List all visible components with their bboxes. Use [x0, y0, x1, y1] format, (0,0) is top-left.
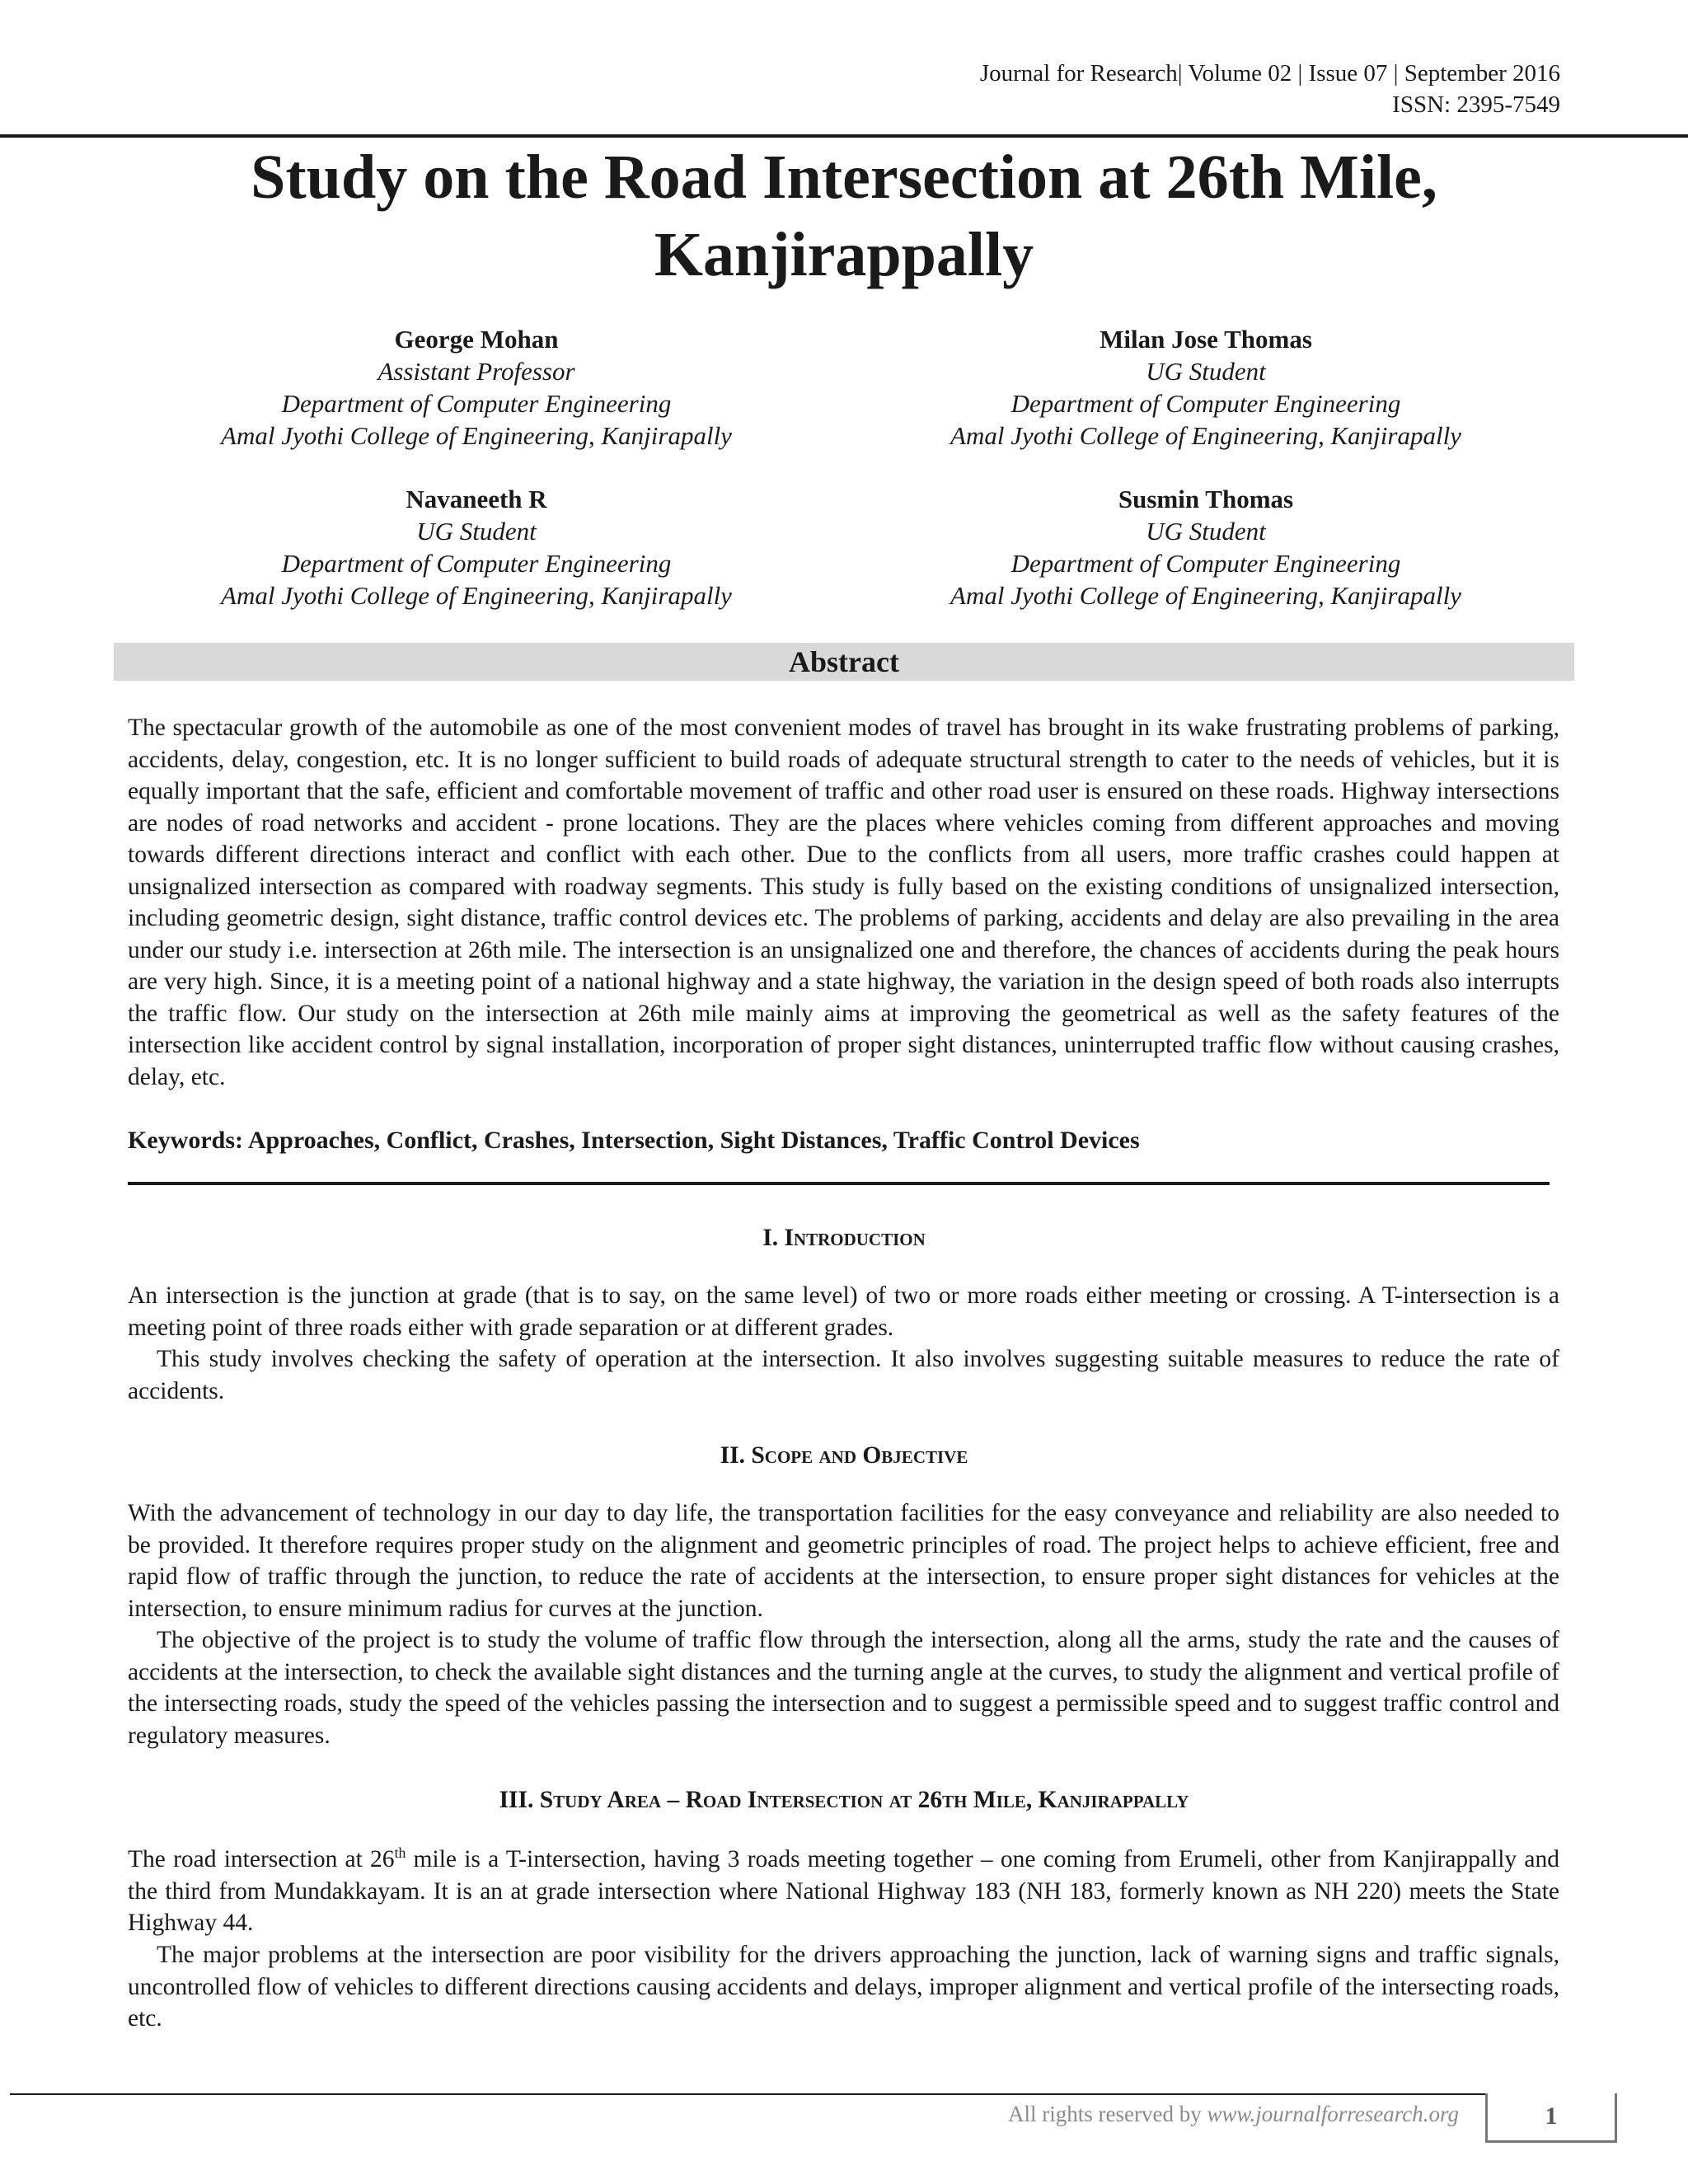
author-name: Milan Jose Thomas: [1100, 325, 1312, 354]
scope-paragraph-2: The objective of the project is to study the volume of traffic flow through the intersection, along all the arms, study the rate and the causes of accidents at the intersection, to check the available sight distances and the turning angle at the curves, to study the alignment and vertical profile of the intersecting roads, study the speed of the vehicles passing the intersection and to suggest a permissible speed and to suggest traffic control and regulatory measures.: [128, 1627, 1559, 1749]
page-number: 1: [1485, 2093, 1617, 2143]
study-area-text-start: The road intersection at 26: [128, 1846, 395, 1872]
title-line-2: Kanjirappally: [654, 220, 1034, 289]
author-department: Department of Computer Engineering: [281, 389, 672, 418]
author-department: Department of Computer Engineering: [1010, 549, 1401, 578]
author-institution: Amal Jyothi College of Engineering, Kanjirapally: [221, 421, 732, 450]
author-role: Assistant Professor: [377, 357, 575, 386]
paper-title: [0, 138, 1688, 293]
footer-rights: [907, 2099, 1459, 2129]
study-area-paragraph-1: [128, 1844, 1559, 1939]
author-block: [180, 323, 773, 452]
issn: ISSN: 2395-7549: [1392, 91, 1560, 118]
journal-line: Journal for Research| Volume 02 | Issue 07 | September 2016: [979, 60, 1560, 87]
title-line-1: Study on the Road Intersection at 26th Mile,: [251, 143, 1437, 212]
journal-website-link[interactable]: www.journalforresearch.org: [1207, 2102, 1459, 2126]
study-area-text-rest: mile is a T-intersection, having 3 roads meeting together – one coming from Erumeli, other from Kanjirappally and the third from Mundakkayam. It is an at grade intersection where National Highway 183 (NH 183, formerly known as NH 220) meets the State Highway 44.: [128, 1846, 1559, 1936]
rights-text: All rights reserved by: [1008, 2102, 1207, 2126]
abstract-text: The spectacular growth of the automobile as one of the most convenient modes of travel has brought in its wake frustrating problems of parking, accidents, delay, congestion, etc. It is no longer sufficient to build roads of adequate structural strength to cater to the needs of vehicles, but it is equally important that the safe, efficient and comfortable movement of traffic and other road user is ensured on these roads. Highway intersections are nodes of road networks and accident - prone locations. They are the places where vehicles coming from different approaches and moving towards different directions interact and conflict with each other. Due to the conflicts from all users, more traffic crashes could happen at unsignalized intersection as compared with roadway segments. This study is fully based on the existing conditions of unsignalized intersection, including geometric design, sight distance, traffic control devices etc. The problems of parking, accidents and delay are also prevailing in the area under our study i.e. intersection at 26th mile. The intersection is an unsignalized one and therefore, the chances of accidents during the peak hours are very high. Since, it is a meeting point of a national highway and a state highway, the variation in the design speed of both roads also interrupts the traffic flow. Our study on the intersection at 26th mile mainly aims at improving the geometrical as well as the safety features of the intersection like accident control by signal installation, incorporation of proper sight distances, uninterrupted traffic flow without causing crashes, delay, etc.: [128, 715, 1559, 1090]
footer-divider: [10, 2093, 1485, 2095]
author-department: Department of Computer Engineering: [1010, 389, 1401, 418]
author-role: UG Student: [1146, 357, 1266, 386]
section-heading-study-area: III. Study Area – Road Intersection at 26th Mile, Kanjirappally: [499, 1787, 1189, 1813]
intro-paragraph-1: An intersection is the junction at grade (that is to say, on the same level) of two or more roads either meeting or crossing. A T-intersection is a meeting point of three roads either with grade separation or at different grades.: [128, 1282, 1559, 1341]
author-block: [180, 483, 773, 612]
scope-paragraph-1: With the advancement of technology in our day to day life, the transportation facilities for the easy conveyance and reliability are also needed to be provided. It therefore requires proper study on the alignment and geometric principles of road. The project helps to achieve efficient, free and rapid flow of traffic through the junction, to reduce the rate of accidents at the intersection, to ensure proper sight distances for vehicles at the intersection, to ensure minimum radius for curves at the junction.: [128, 1500, 1559, 1622]
header-divider: [0, 134, 1688, 138]
section-heading-introduction: I. Introduction: [762, 1225, 926, 1251]
author-name: Navaneeth R: [406, 485, 547, 513]
author-role: UG Student: [1146, 517, 1266, 546]
keywords-divider: [128, 1182, 1550, 1185]
author-institution: Amal Jyothi College of Engineering, Kanjirapally: [950, 581, 1461, 610]
study-area-paragraph-2: The major problems at the intersection are poor visibility for the drivers approaching the junction, lack of warning signs and traffic signals, uncontrolled flow of vehicles to different directions causing accidents and delays, improper alignment and vertical profile of the intersecting roads, etc.: [128, 1942, 1559, 2032]
author-institution: Amal Jyothi College of Engineering, Kanjirapally: [950, 421, 1461, 450]
author-institution: Amal Jyothi College of Engineering, Kanjirapally: [221, 581, 732, 610]
journal-header: [980, 58, 1560, 120]
abstract-heading: Abstract: [114, 643, 1574, 681]
author-department: Department of Computer Engineering: [281, 549, 672, 578]
keywords: Keywords: Approaches, Conflict, Crashes, Intersection, Sight Distances, Traffic Control Devices: [128, 1127, 1140, 1154]
author-role: UG Student: [416, 517, 537, 546]
superscript-th: th: [394, 1844, 406, 1862]
section-heading-scope: II. Scope and Objective: [720, 1442, 968, 1469]
author-name: Susmin Thomas: [1118, 485, 1294, 513]
author-name: George Mohan: [394, 325, 559, 354]
author-block: [909, 323, 1503, 452]
author-block: [909, 483, 1503, 612]
intro-paragraph-2: This study involves checking the safety of operation at the intersection. It also involves suggesting suitable measures to reduce the rate of accidents.: [128, 1346, 1559, 1404]
